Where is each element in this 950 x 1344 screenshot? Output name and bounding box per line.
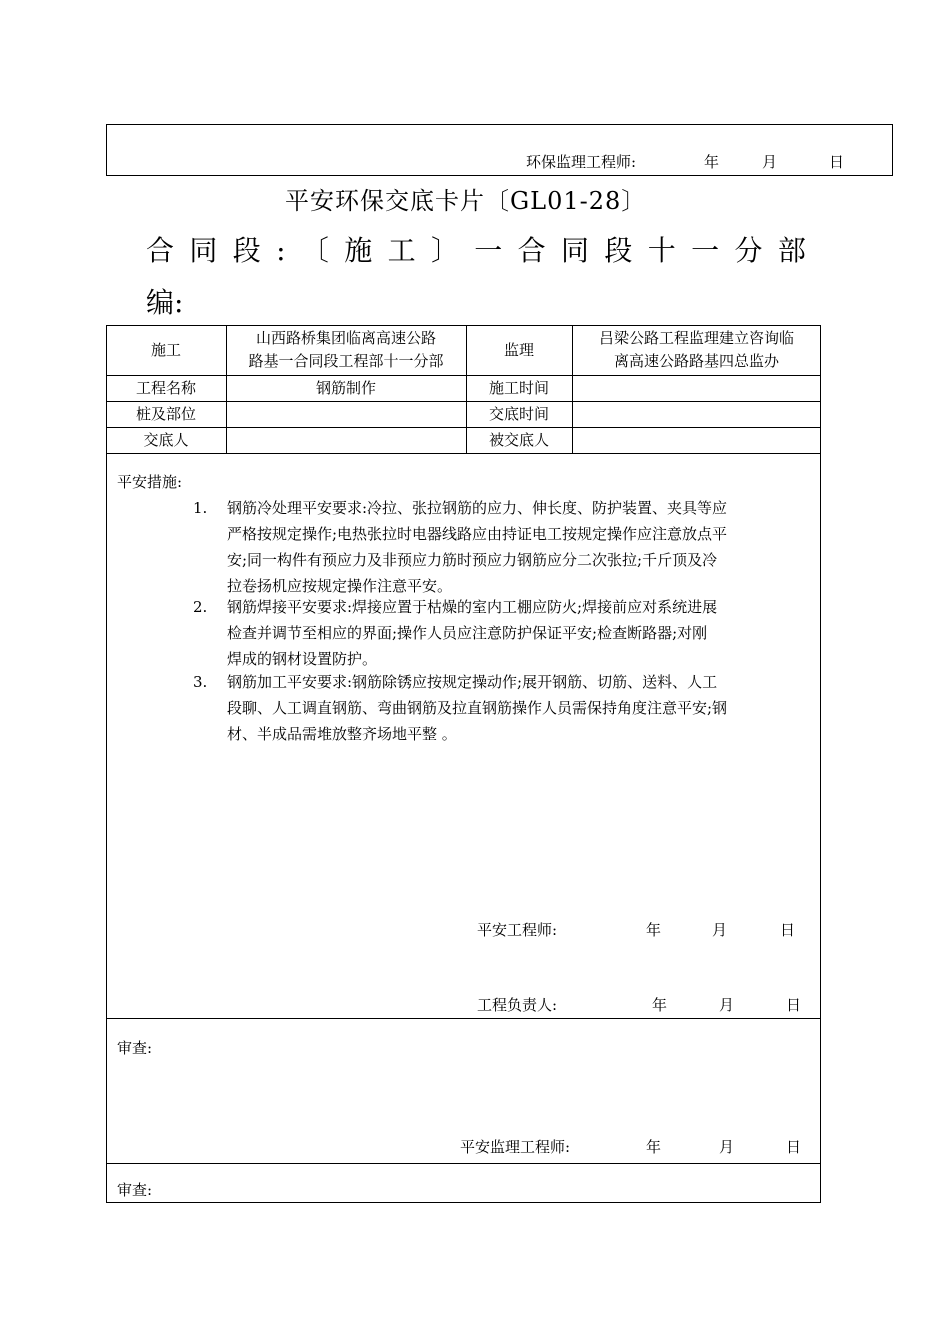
measure-line: 钢筋冷处理平安要求:冷拉、张拉钢筋的应力、伸长度、防护装置、夹具等应	[227, 499, 728, 517]
safety-supervisor-month: 月	[719, 1138, 735, 1156]
contract-char: 段	[232, 234, 261, 267]
measure-number: 3.	[193, 673, 208, 691]
briefer-value	[226, 427, 466, 453]
main-form-frame	[106, 325, 821, 1203]
project-manager-month: 月	[719, 996, 735, 1014]
station-location-label: 桩及部位	[135, 404, 196, 423]
safety-supervisor-label: 平安监理工程师:	[460, 1138, 571, 1156]
project-name-label: 工程名称	[135, 378, 196, 397]
project-manager-day: 日	[786, 996, 802, 1014]
measure-item-2	[227, 594, 811, 672]
contract-char: 部	[777, 234, 806, 267]
contract-char: 〔	[300, 234, 329, 267]
section-divider	[106, 1018, 821, 1019]
review-label: 审查:	[117, 1039, 153, 1057]
contract-char: 同	[561, 234, 590, 267]
contract-section-line	[146, 236, 806, 266]
measure-line: 安;同一构件有预应力及非预应力筋时预应力钢筋应分二次张拉;千斤顶及冷	[227, 551, 718, 569]
document-title: 平安环保交底卡片〔GL01-28〕	[285, 187, 647, 215]
measure-number: 2.	[193, 598, 208, 616]
project-manager-label: 工程负责人:	[477, 996, 558, 1014]
code-label: 编:	[146, 286, 184, 319]
measure-line: 严格按规定操作;电热张拉时电器线路应由持证电工按规定操作应注意放点平	[227, 525, 728, 543]
contract-char: 段	[604, 234, 633, 267]
measure-line: 钢筋焊接平安要求:焊接应置于枯燥的室内工棚应防火;焊接前应对系统进展	[227, 598, 718, 616]
measure-line: 段聊、人工调直钢筋、弯曲钢筋及拉直钢筋操作人员需保持角度注意平安;钢	[227, 699, 728, 717]
safety-supervisor-year: 年	[646, 1138, 662, 1156]
measure-item-3	[227, 669, 811, 747]
measure-line: 拉卷扬机应按规定操作注意平安。	[227, 577, 453, 595]
top-day: 日	[829, 153, 845, 171]
safety-supervisor-day: 日	[786, 1138, 802, 1156]
construction-time-label: 施工时间	[488, 378, 549, 397]
review-label-2: 审查:	[117, 1181, 153, 1199]
supervision-unit-line2: 离高速公路路基四总监办	[613, 352, 779, 370]
supervision-unit-line1: 吕梁公路工程监理建立咨询临	[598, 329, 794, 347]
env-supervisor-label: 环保监理工程师:	[526, 153, 637, 171]
safety-engineer-label: 平安工程师:	[477, 921, 558, 939]
briefing-time-label: 交底时间	[488, 404, 549, 423]
safety-engineer-day: 日	[780, 921, 796, 939]
contract-char: 合	[517, 234, 546, 267]
station-location-value	[226, 401, 466, 427]
row-divider	[106, 453, 821, 454]
measure-line: 检查并调节至相应的界面;操作人员应注意防护保证平安;检查断路器;对刚	[227, 624, 708, 642]
contract-char: 合	[146, 234, 175, 267]
project-manager-year: 年	[652, 996, 668, 1014]
contract-char: 同	[189, 234, 218, 267]
measure-line: 焊成的钢材设置防护。	[227, 650, 378, 668]
contract-char: 施	[344, 234, 373, 267]
contract-char: 〕	[430, 234, 459, 267]
construction-unit-line2: 路基一合同段工程部十一分部	[248, 352, 444, 370]
top-month: 月	[762, 153, 778, 171]
supervision-unit-value	[572, 325, 821, 375]
supervision-label: 监理	[503, 340, 534, 359]
recipient-label: 被交底人	[488, 430, 549, 449]
top-year: 年	[704, 153, 720, 171]
safety-engineer-year: 年	[646, 921, 662, 939]
recipient-value	[572, 427, 821, 453]
construction-time-value	[572, 375, 821, 401]
measure-item-1	[227, 495, 811, 599]
section-divider	[106, 1163, 821, 1164]
construction-label: 施工	[150, 340, 181, 359]
contract-char: 分	[734, 234, 763, 267]
briefer-label: 交底人	[143, 430, 189, 449]
contract-char: 一	[474, 234, 503, 267]
measures-heading: 平安措施:	[117, 473, 183, 491]
project-name-value: 钢筋制作	[315, 378, 376, 397]
measure-line: 材、半成品需堆放整齐场地平整 。	[227, 725, 457, 743]
safety-engineer-month: 月	[712, 921, 728, 939]
construction-unit-value	[226, 325, 466, 375]
measure-line: 钢筋加工平安要求:钢筋除锈应按规定操动作;展开钢筋、切筋、送料、人工	[227, 673, 718, 691]
construction-unit-line1: 山西路桥集团临离高速公路	[255, 329, 436, 347]
contract-char: 工	[387, 234, 416, 267]
contract-char: 一	[691, 234, 720, 267]
measure-number: 1.	[193, 499, 208, 517]
contract-char: 十	[647, 234, 676, 267]
contract-char: :	[276, 234, 286, 267]
briefing-time-value	[572, 401, 821, 427]
